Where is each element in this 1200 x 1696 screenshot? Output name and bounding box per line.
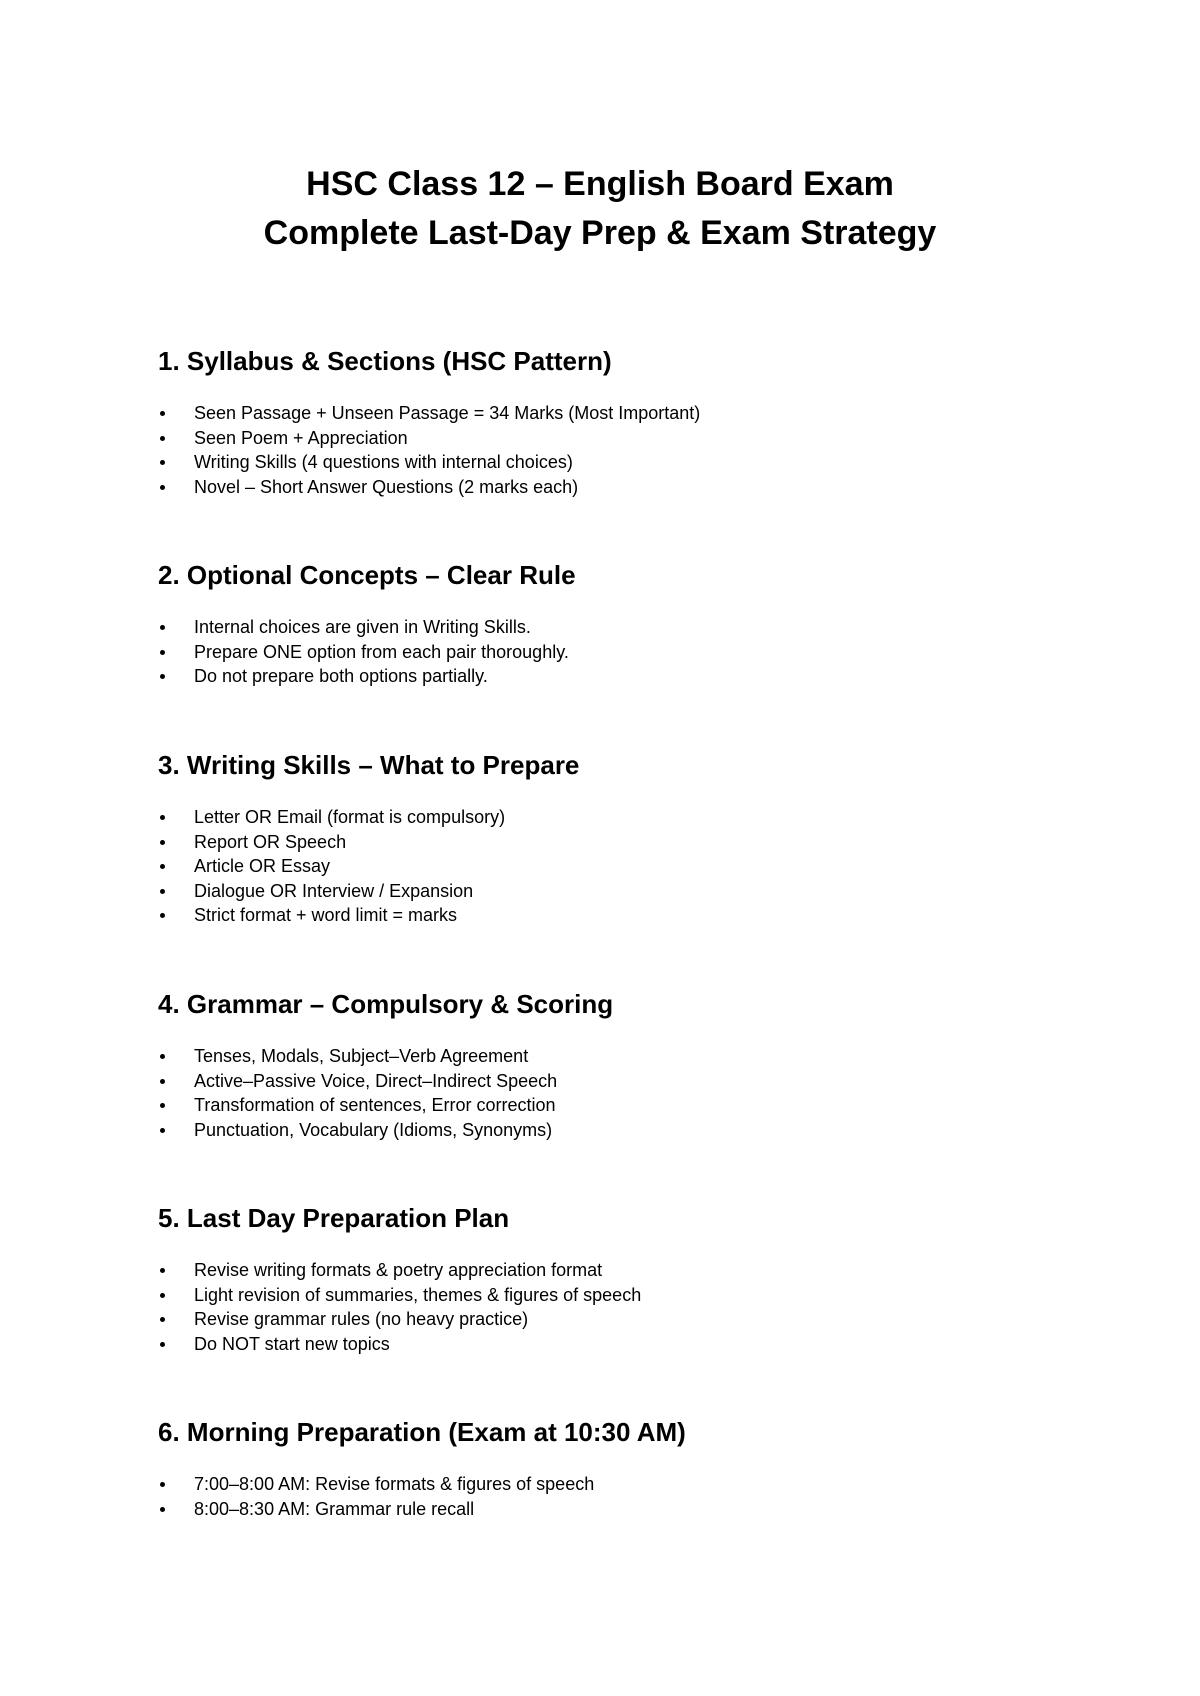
list-item: Light revision of summaries, themes & figures of speech	[158, 1283, 1108, 1308]
section-heading: 1. Syllabus & Sections (HSC Pattern)	[158, 346, 612, 376]
bullet-icon	[160, 1079, 165, 1084]
bullet-list	[158, 401, 1108, 499]
section-heading: 4. Grammar – Compulsory & Scoring	[158, 989, 614, 1019]
bullet-icon	[160, 815, 165, 820]
bullet-list	[158, 1258, 1108, 1356]
bullet-list	[158, 1472, 1108, 1521]
document-title	[0, 160, 1200, 258]
section-heading: 2. Optional Concepts – Clear Rule	[158, 560, 576, 590]
list-item: Prepare ONE option from each pair thoroughly.	[158, 640, 1108, 665]
bullet-icon	[160, 840, 165, 845]
bullet-icon	[160, 1342, 165, 1347]
bullet-icon	[160, 485, 165, 490]
list-item: Dialogue OR Interview / Expansion	[158, 879, 1108, 904]
bullet-icon	[160, 460, 165, 465]
bullet-icon	[160, 1507, 165, 1512]
list-item: Punctuation, Vocabulary (Idioms, Synonyms)	[158, 1118, 1108, 1143]
section-heading: 6. Morning Preparation (Exam at 10:30 AM)	[158, 1417, 686, 1447]
list-item: Report OR Speech	[158, 830, 1108, 855]
list-item: Do NOT start new topics	[158, 1332, 1108, 1357]
bullet-list	[158, 805, 1108, 928]
section-heading: 5. Last Day Preparation Plan	[158, 1203, 510, 1233]
bullet-icon	[160, 889, 165, 894]
bullet-icon	[160, 650, 165, 655]
list-item: 8:00–8:30 AM: Grammar rule recall	[158, 1497, 1108, 1522]
list-item: 7:00–8:00 AM: Revise formats & figures of speech	[158, 1472, 1108, 1497]
list-item: Letter OR Email (format is compulsory)	[158, 805, 1108, 830]
list-item: Transformation of sentences, Error correction	[158, 1093, 1108, 1118]
section-morning-preparation	[158, 1415, 1108, 1521]
bullet-icon	[160, 1054, 165, 1059]
bullet-icon	[160, 864, 165, 869]
bullet-icon	[160, 913, 165, 918]
list-item: Novel – Short Answer Questions (2 marks each)	[158, 475, 1108, 500]
section-grammar	[158, 987, 1108, 1142]
bullet-icon	[160, 674, 165, 679]
bullet-icon	[160, 1317, 165, 1322]
list-item: Internal choices are given in Writing Skills.	[158, 615, 1108, 640]
title-line-2: Complete Last-Day Prep & Exam Strategy	[263, 214, 937, 252]
list-item: Revise writing formats & poetry appreciation format	[158, 1258, 1108, 1283]
list-item: Active–Passive Voice, Direct–Indirect Speech	[158, 1069, 1108, 1094]
list-item: Article OR Essay	[158, 854, 1108, 879]
list-item: Seen Passage + Unseen Passage = 34 Marks (Most Important)	[158, 401, 1108, 426]
section-syllabus	[158, 344, 1108, 499]
list-item: Seen Poem + Appreciation	[158, 426, 1108, 451]
list-item: Do not prepare both options partially.	[158, 664, 1108, 689]
list-item: Revise grammar rules (no heavy practice)	[158, 1307, 1108, 1332]
title-line-1: HSC Class 12 – English Board Exam	[306, 165, 894, 203]
bullet-list	[158, 615, 1108, 689]
section-heading: 3. Writing Skills – What to Prepare	[158, 750, 580, 780]
bullet-icon	[160, 1482, 165, 1487]
bullet-icon	[160, 1103, 165, 1108]
bullet-icon	[160, 1128, 165, 1133]
section-last-day-plan	[158, 1201, 1108, 1356]
list-item: Tenses, Modals, Subject–Verb Agreement	[158, 1044, 1108, 1069]
section-optional-concepts	[158, 558, 1108, 689]
bullet-icon	[160, 1268, 165, 1273]
bullet-list	[158, 1044, 1108, 1142]
list-item: Strict format + word limit = marks	[158, 903, 1108, 928]
bullet-icon	[160, 411, 165, 416]
list-item: Writing Skills (4 questions with internal choices)	[158, 450, 1108, 475]
bullet-icon	[160, 625, 165, 630]
bullet-icon	[160, 436, 165, 441]
bullet-icon	[160, 1293, 165, 1298]
section-writing-skills	[158, 748, 1108, 928]
